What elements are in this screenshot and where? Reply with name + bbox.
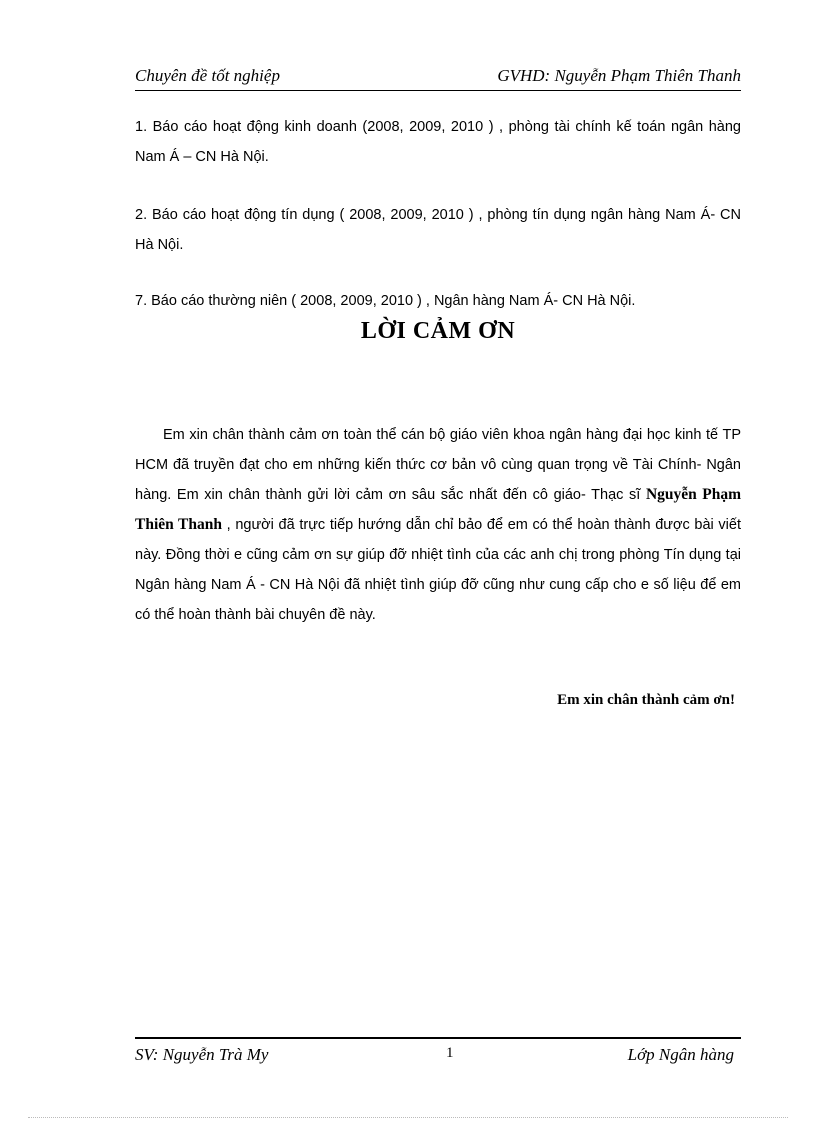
footer-student: SV: Nguyễn Trà My: [135, 1045, 269, 1064]
header-document-type: Chuyên đề tốt nghiệp: [135, 66, 280, 85]
footer-class: Lớp Ngân hàng: [627, 1045, 734, 1064]
page-title: LỜI CẢM ƠN: [360, 318, 516, 344]
paragraph-text-start: Em xin chân thành cảm ơn toàn thể cán bộ giáo viên khoa ngân hàng đại học kinh tế TP HCM đã truyền đạt cho em những kiến thức cơ bản vô cùng quan trọng về Tài Chính- Ngân hàng. Em xin chân thành gửi lời cảm ơn sâu sắc nhất đến cô giáo- Thạc sĩ: [135, 427, 741, 503]
supervisor-name: Nguyễn Phạm Thiên Thanh: [135, 486, 741, 533]
acknowledgement-paragraph: [135, 420, 741, 630]
reference-item: 1. Báo cáo hoạt động kinh doanh (2008, 2009, 2010 ) , phòng tài chính kế toán ngân hàng Nam Á – CN Hà Nội.: [135, 119, 741, 165]
page-header: [135, 66, 741, 91]
header-supervisor: GVHD: Nguyễn Phạm Thiên Thanh: [497, 66, 741, 85]
paragraph-text-end: , người đã trực tiếp hướng dẫn chỉ bảo để em có thể hoàn thành được bài viết này. Đồng thời e cũng cảm ơn sự giúp đỡ nhiệt tình của các anh chị trong phòng Tín dụng tại Ngân hàng Nam Á - CN Hà Nội đã nhiệt tình giúp đỡ cũng như cung cấp cho e số liệu để em có thể hoàn thành bài chuyên đề này.: [135, 517, 741, 623]
page-number: 1: [446, 1045, 454, 1061]
reference-item: 7. Báo cáo thường niên ( 2008, 2009, 2010 ) , Ngân hàng Nam Á- CN Hà Nội.: [135, 293, 636, 309]
closing-line: Em xin chân thành cảm ơn!: [557, 692, 735, 708]
page-edge-divider: [28, 1117, 788, 1118]
page-footer: [135, 1037, 741, 1069]
reference-item: 2. Báo cáo hoạt động tín dụng ( 2008, 2009, 2010 ) , phòng tín dụng ngân hàng Nam Á- CN Hà Nội.: [135, 207, 741, 253]
